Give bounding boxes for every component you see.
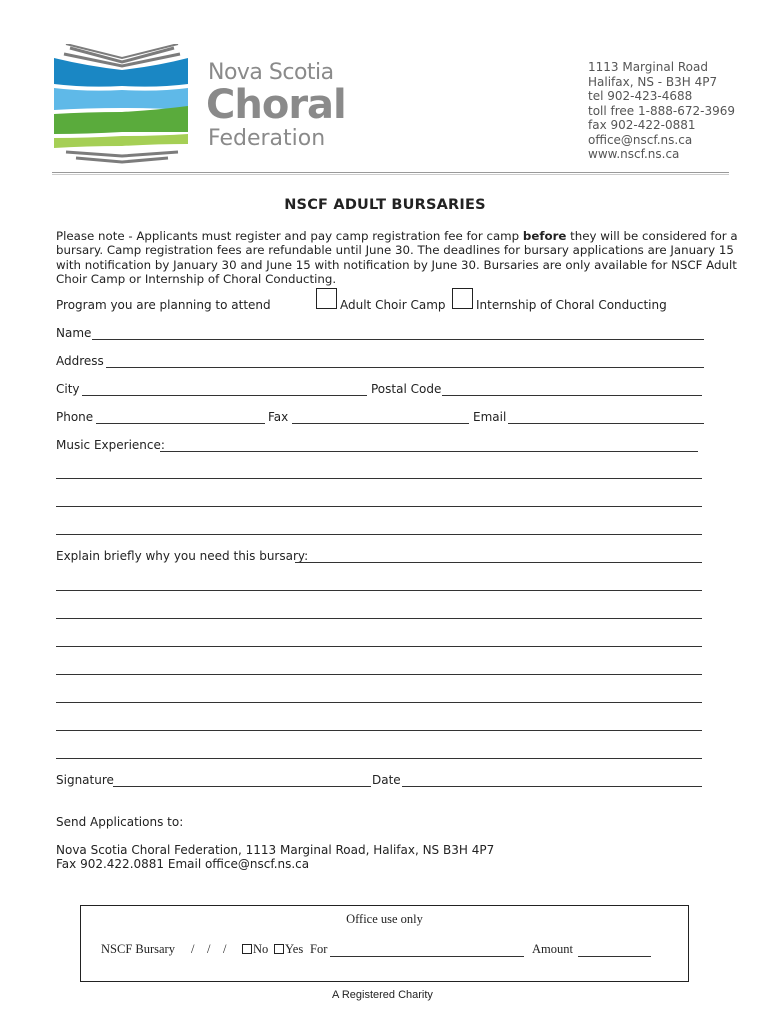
fax-field[interactable] — [292, 423, 469, 424]
page-title: NSCF ADULT BURSARIES — [284, 197, 486, 213]
send-contact: Fax 902.422.0881 Email office@nscf.ns.ca — [56, 857, 310, 871]
city-field[interactable] — [82, 395, 367, 396]
logo-line1: Nova Scotia — [208, 60, 334, 85]
postal-label: Postal Code — [371, 382, 442, 396]
note-text-bold: before — [522, 229, 567, 243]
logo-line2: Choral — [206, 82, 346, 128]
date-label: Date — [372, 773, 401, 787]
logo — [52, 44, 352, 164]
office-amount-field[interactable] — [578, 956, 651, 957]
yes-checkbox[interactable] — [274, 944, 284, 954]
office-no-label: No — [253, 942, 269, 956]
explain-line-5[interactable] — [56, 674, 702, 675]
email-label: Email — [473, 410, 507, 424]
explain-line-8[interactable] — [56, 758, 702, 759]
music-experience-line-4[interactable] — [56, 534, 702, 535]
music-experience-label: Music Experience: — [56, 438, 165, 452]
explain-field[interactable] — [295, 562, 702, 563]
office-bursary-label: NSCF Bursary — [101, 942, 175, 956]
note-text-before: Please note - Applicants must register and pay camp registration fee for camp — [56, 229, 523, 243]
contact-city: Halifax, NS - B3H 4P7 — [588, 74, 718, 89]
explain-line-3[interactable] — [56, 618, 702, 619]
email-field[interactable] — [508, 423, 704, 424]
program-label: Program you are planning to attend — [56, 298, 271, 312]
choir-book-icon — [52, 44, 192, 164]
contact-street: 1113 Marginal Road — [588, 60, 708, 74]
signature-field[interactable] — [113, 786, 371, 787]
music-experience-field[interactable] — [160, 451, 698, 452]
note-text-after: they will be considered for a bursary. Camp registration fees are refundable until June 30. The deadlines for bursary applications are January 15 with notification by January 30 and June 15 with notification by June 30. Bursaries are only available for NSCF Adult Choir Camp or Internship of Choral Conducting. — [56, 229, 738, 286]
explain-label: Explain briefly why you need this bursary: — [56, 549, 309, 563]
footer-charity: A Registered Charity — [332, 989, 433, 1001]
header-divider — [52, 172, 729, 175]
explain-line-6[interactable] — [56, 702, 702, 703]
city-label: City — [56, 382, 80, 396]
adult-choir-camp-checkbox[interactable] — [316, 288, 337, 309]
no-checkbox[interactable] — [242, 944, 252, 954]
internship-label: Internship of Choral Conducting — [476, 298, 667, 312]
office-use-box — [80, 905, 689, 982]
contact-fax: fax 902-422-0881 — [588, 118, 696, 132]
explain-line-2[interactable] — [56, 590, 702, 591]
logo-line3: Federation — [208, 126, 326, 151]
contact-email[interactable]: office@nscf.ns.ca — [588, 132, 693, 147]
note-paragraph — [56, 229, 746, 286]
signature-label: Signature — [56, 773, 114, 787]
date-field[interactable] — [402, 786, 702, 787]
office-for-field[interactable] — [330, 956, 524, 957]
fax-label: Fax — [268, 410, 289, 424]
explain-line-7[interactable] — [56, 730, 702, 731]
contact-block — [588, 60, 735, 162]
name-label: Name — [56, 326, 92, 340]
address-label: Address — [56, 354, 104, 368]
office-date-slashes: / / / — [191, 942, 227, 956]
internship-checkbox[interactable] — [452, 288, 473, 309]
phone-field[interactable] — [96, 423, 265, 424]
phone-label: Phone — [56, 410, 94, 424]
music-experience-line-2[interactable] — [56, 478, 702, 479]
office-amount-label: Amount — [532, 942, 573, 956]
postal-field[interactable] — [442, 395, 702, 396]
send-heading: Send Applications to: — [56, 815, 184, 829]
office-heading: Office use only — [346, 912, 423, 926]
adult-choir-camp-label: Adult Choir Camp — [340, 298, 446, 312]
name-field[interactable] — [92, 339, 704, 340]
address-field[interactable] — [106, 367, 704, 368]
send-address: Nova Scotia Choral Federation, 1113 Marginal Road, Halifax, NS B3H 4P7 — [56, 843, 495, 857]
contact-web[interactable]: www.nscf.ns.ca — [588, 147, 680, 161]
contact-tel: tel 902-423-4688 — [588, 89, 693, 103]
contact-tollfree: toll free 1-888-672-3969 — [588, 103, 735, 118]
office-for-label: For — [310, 942, 328, 956]
music-experience-line-3[interactable] — [56, 506, 702, 507]
explain-line-4[interactable] — [56, 646, 702, 647]
office-yes-label: Yes — [285, 942, 304, 956]
